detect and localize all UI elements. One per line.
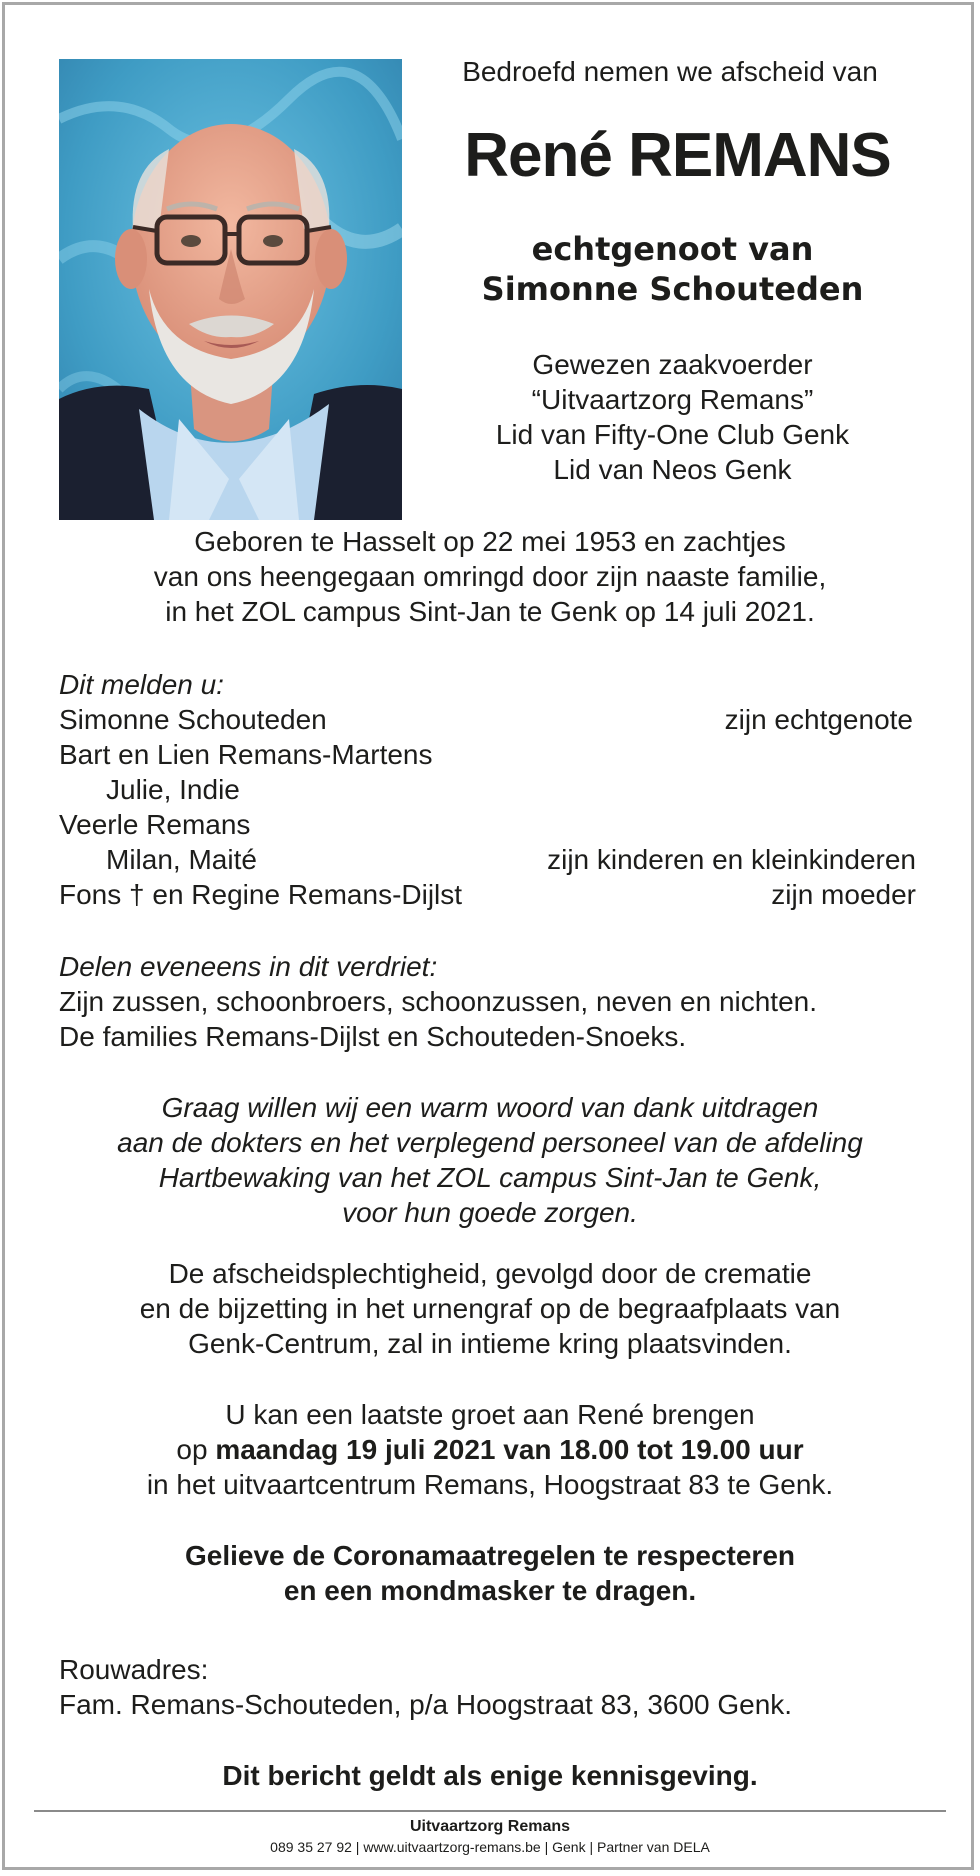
visit-prefix: op <box>176 1434 216 1465</box>
role-line: “Uitvaartzorg Remans” <box>531 384 814 415</box>
footer-company: Uitvaartzorg Remans <box>409 1818 571 1835</box>
family-relation: zijn moeder <box>771 879 916 910</box>
family-member: Veerle Remans <box>59 809 251 840</box>
thanks-line: Graag willen wij een warm woord van dank uitdragen <box>161 1092 819 1123</box>
sharing-line: Zijn zussen, schoonbroers, schoonzussen, neven en nichten. <box>59 986 818 1017</box>
family-relation: zijn kinderen en kleinkinderen <box>547 844 916 875</box>
address-value: Fam. Remans-Schouteden, p/a Hoogstraat 83, 3600 Genk. <box>59 1689 793 1720</box>
corona-line: Gelieve de Coronamaatregelen te respecteren <box>184 1540 796 1571</box>
sharing-line: De families Remans-Dijlst en Schouteden-Snoeks. <box>59 1021 687 1052</box>
ceremony-line: Genk-Centrum, zal in intieme kring plaatsvinden. <box>188 1328 792 1359</box>
spouse-line-2: Simonne Schouteden <box>481 270 864 308</box>
deceased-name: René REMANS <box>464 121 891 190</box>
birth-line: in het ZOL campus Sint-Jan te Genk op 14 juli 2021. <box>165 596 815 627</box>
notice-text: Dit bericht geldt als enige kennisgeving. <box>222 1760 758 1791</box>
family-member: Julie, Indie <box>106 774 240 805</box>
birth-line: van ons heengegaan omringd door zijn naaste familie, <box>153 561 827 592</box>
thanks-line: Hartbewaking van het ZOL campus Sint-Jan te Genk, <box>158 1162 822 1193</box>
visit-location: in het uitvaartcentrum Remans, Hoogstraat 83 te Genk. <box>146 1469 834 1500</box>
footer-details: 089 35 27 92 | www.uitvaartzorg-remans.be | Genk | Partner van DELA <box>270 1839 710 1855</box>
ceremony-line: en de bijzetting in het urnengraf op de begraafplaats van <box>139 1293 841 1324</box>
family-relation: zijn echtgenote <box>724 704 913 735</box>
thanks-line: aan de dokters en het verplegend personeel van de afdeling <box>117 1127 863 1158</box>
sharing-heading: Delen eveneens in dit verdriet: <box>59 951 438 982</box>
role-line: Lid van Fifty-One Club Genk <box>495 419 850 450</box>
footer-divider <box>34 1810 946 1812</box>
visit-line: U kan een laatste groet aan René brengen <box>225 1399 755 1430</box>
corona-line: en een mondmasker te dragen. <box>283 1575 697 1606</box>
address-label: Rouwadres: <box>59 1654 209 1685</box>
visit-date: maandag 19 juli 2021 van 18.00 tot 19.00 uur <box>215 1434 804 1465</box>
family-member: Simonne Schouteden <box>59 704 327 735</box>
spouse-line-1: echtgenoot van <box>531 230 814 268</box>
intro-text: Bedroefd nemen we afscheid van <box>462 56 878 87</box>
thanks-line: voor hun goede zorgen. <box>342 1197 638 1228</box>
visit-date-line <box>0 1432 980 1467</box>
role-line: Lid van Neos Genk <box>553 454 792 485</box>
family-member: Bart en Lien Remans-Martens <box>59 739 433 770</box>
ceremony-line: De afscheidsplechtigheid, gevolgd door de crematie <box>168 1258 812 1289</box>
role-line: Gewezen zaakvoerder <box>532 349 813 380</box>
family-member: Fons † en Regine Remans-Dijlst <box>59 879 463 910</box>
birth-line: Geboren te Hasselt op 22 mei 1953 en zachtjes <box>194 526 786 557</box>
family-member: Milan, Maité <box>106 844 257 875</box>
portrait-photo <box>59 59 402 520</box>
family-heading: Dit melden u: <box>59 669 224 700</box>
